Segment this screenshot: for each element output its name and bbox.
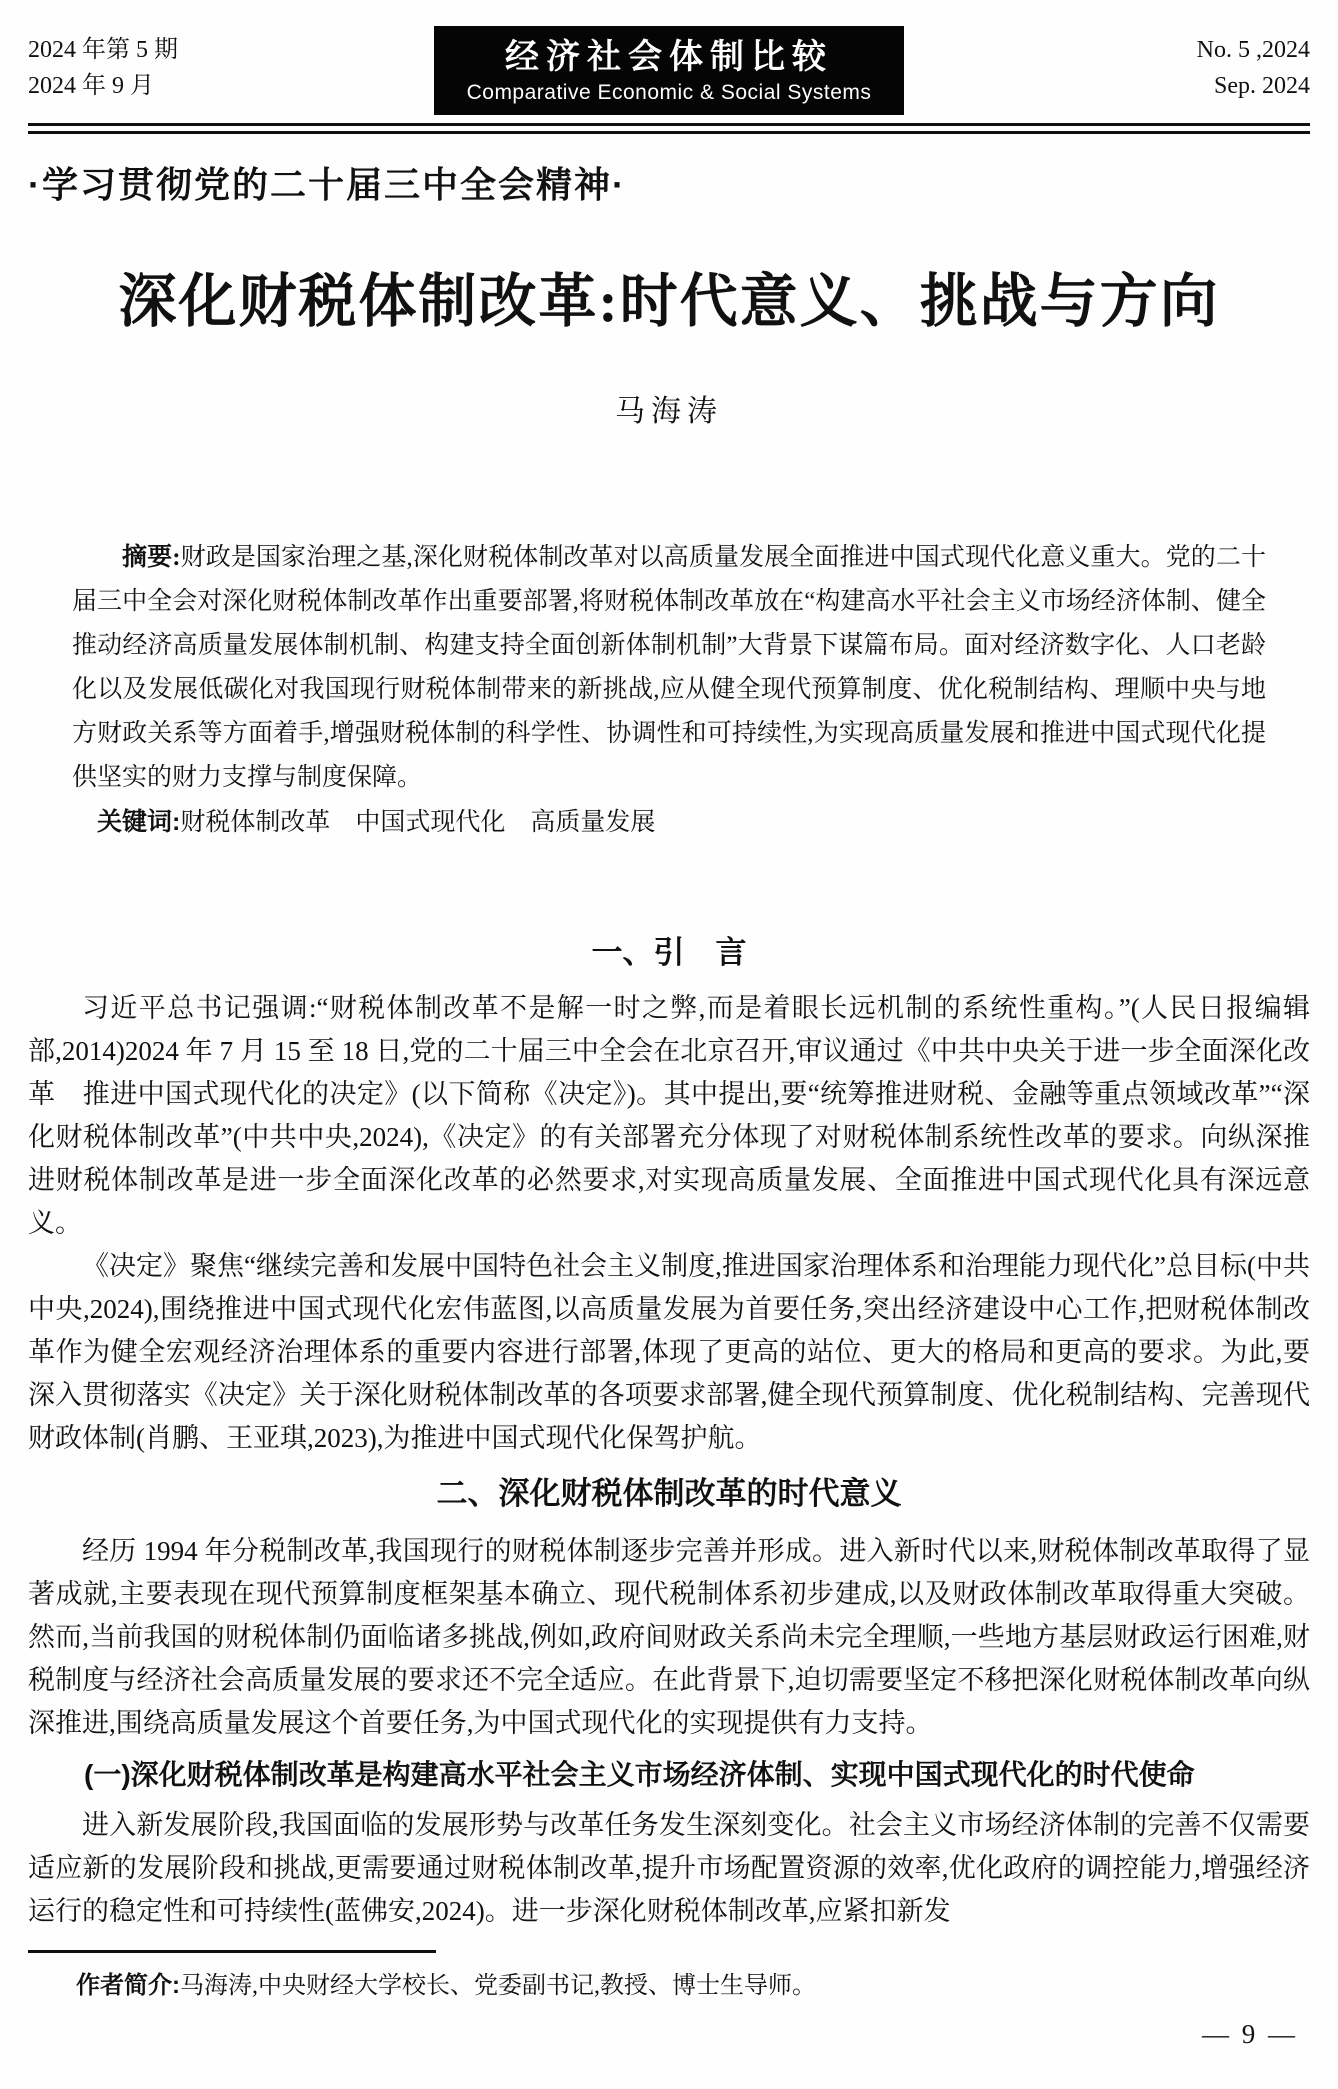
footnote-text: 马海涛,中央财经大学校长、党委副书记,教授、博士生导师。 xyxy=(180,1973,816,1999)
issue-month-cn: 2024 年 9 月 xyxy=(28,73,154,99)
issue-date-en: Sep. 2024 xyxy=(1214,73,1310,99)
section-2-paragraph-1: 经历 1994 年分税制改革,我国现行的财税体制逐步完善并形成。进入新时代以来,财税体制改革取得了显著成就,主要表现在现代预算制度框架基本确立、现代税制体系初步建成,以及财政体制改革取得重大突破。然而,当前我国的财税体制仍面临诸多挑战,例如,政府间财政关系尚未完全理顺,一些地方基层财政运行困难,财税制度与经济社会高质量发展的要求还不完全适应。在此背景下,迫切需要坚定不移把深化财税体制改革向纵深推进,围绕高质量发展这个首要任务,为中国式现代化的实现提供有力支持。 xyxy=(28,1536,1310,1738)
journal-header xyxy=(28,26,1310,115)
section-2-heading: 二、深化财税体制改革的时代意义 xyxy=(436,1476,902,1511)
section-1-paragraph-2: 《决定》聚焦“继续完善和发展中国特色社会主义制度,推进国家治理体系和治理能力现代化”总目标(中共中央,2024),围绕推进中国式现代化宏伟蓝图,以高质量发展为首要任务,突出经济建设中心工作,把财税体制改革作为健全宏观经济治理体系的重要内容进行部署,体现了更高的站位、更大的格局和更高的要求。为此,要深入贯彻落实《决定》关于深化财税体制改革的各项要求部署,健全现代预算制度、优化税制结构、完善现代财政体制(肖鹏、王亚琪,2023),为推进中国式现代化保驾护航。 xyxy=(28,1251,1310,1453)
abstract-paragraph xyxy=(72,536,1266,800)
article-author: 马海涛 xyxy=(615,395,723,428)
section-1-heading: 一、引 言 xyxy=(591,935,747,970)
abstract-label: 摘要: xyxy=(122,544,181,571)
footnote-label: 作者简介: xyxy=(76,1972,180,1999)
issue-info-cn xyxy=(28,26,434,104)
subsection-1-heading: (一)深化财税体制改革是构建高水平社会主义市场经济体制、实现中国式现代化的时代使命 xyxy=(84,1759,1195,1790)
issue-number-en: No. 5 ,2024 xyxy=(1196,37,1310,63)
column-label: ·学习贯彻党的二十届三中全会精神· xyxy=(28,164,626,205)
header-double-rule xyxy=(28,123,1310,134)
subsection-1-paragraph-1: 进入新发展阶段,我国面临的发展形势与改革任务发生深刻变化。社会主义市场经济体制的完善不仅需要适应新的发展阶段和挑战,更需要通过财税体制改革,提升市场配置资源的效率,优化政府的调控能力,增强经济运行的稳定性和可持续性(蓝佛安,2024)。进一步深化财税体制改革,应紧扣新发 xyxy=(28,1810,1310,1926)
keywords-text: 财税体制改革 中国式现代化 高质量发展 xyxy=(180,809,656,836)
issue-info-en xyxy=(904,26,1310,104)
abstract-text: 财政是国家治理之基,深化财税体制改革对以高质量发展全面推进中国式现代化意义重大。党的二十届三中全会对深化财税体制改革作出重要部署,将财税体制改革放在“构建高水平社会主义市场经济体制、健全推动经济高质量发展体制机制、构建支持全面创新体制机制”大背景下谋篇布局。面对经济数字化、人口老龄化以及发展低碳化对我国现行财税体制带来的新挑战,应从健全现代预算制度、优化税制结构、理顺中央与地方财政关系等方面着手,增强财税体制的科学性、协调性和可持续性,为实现高质量发展和推进中国式现代化提供坚实的财力支撑与制度保障。 xyxy=(72,544,1266,791)
page-footer xyxy=(28,1950,1310,2050)
keywords-label: 关键词: xyxy=(97,808,181,836)
issue-number-cn: 2024 年第 5 期 xyxy=(28,37,178,63)
footnote xyxy=(28,1969,1310,2003)
abstract-block xyxy=(72,536,1266,845)
section-1-paragraph-1: 习近平总书记强调:“财税体制改革不是解一时之弊,而是着眼长远机制的系统性重构。”(人民日报编辑部,2014)2024 年 7 月 15 至 18 日,党的二十届三中全会在北京召开,审议通过《中共中央关于进一步全面深化改革 推进中国式现代化的决定》(以下简称《决定》)。其中提出,要“统筹推进财税、金融等重点领域改革”“深化财税体制改革”(中共中央,2024),《决定》的有关部署充分体现了对财税体制系统性改革的要求。向纵深推进财税体制改革是进一步全面深化改革的必然要求,对实现高质量发展、全面推进中国式现代化具有深远意义。 xyxy=(28,993,1310,1238)
page-number: — 9 — xyxy=(1202,2019,1298,2049)
keywords-line xyxy=(72,800,1266,845)
masthead xyxy=(434,26,904,115)
masthead-title-en: Comparative Economic & Social Systems xyxy=(466,81,872,104)
footnote-rule xyxy=(28,1950,436,1953)
article-title: 深化财税体制改革:时代意义、挑战与方向 xyxy=(118,269,1220,334)
masthead-title-cn: 经济社会体制比较 xyxy=(505,38,833,76)
